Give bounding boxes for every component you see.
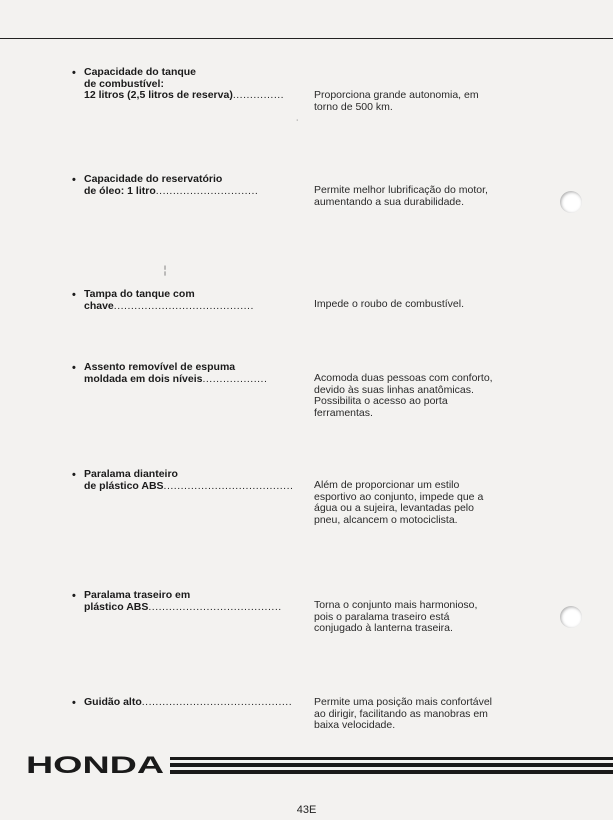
feature-line-text: chave — [84, 299, 114, 312]
spec-benefit: Acomoda duas pessoas com conforto, devido às suas linhas anatômicas. Possibilita o acesso ao porta ferramentas. — [314, 372, 493, 419]
dot-leader: ............... — [232, 89, 285, 102]
feature-line-last — [84, 186, 299, 198]
bullet: • — [72, 469, 76, 481]
dot-leader: ................... — [202, 372, 268, 385]
spec-benefit: Permite melhor lubrificação do motor, aumentando a sua durabilidade. — [314, 184, 488, 208]
bullet: • — [72, 590, 76, 602]
feature-line-last — [84, 90, 299, 102]
feature-line-text: moldada em dois níveis — [84, 372, 203, 385]
spec-feature — [84, 289, 299, 312]
punch-hole — [560, 606, 582, 628]
feature-line-last — [84, 374, 299, 386]
bullet: • — [72, 697, 76, 709]
dot-leader: .............................. — [155, 184, 259, 197]
top-rule — [0, 38, 613, 39]
feature-line-last — [84, 301, 299, 313]
feature-line: Paralama dianteiro — [84, 468, 178, 480]
spec-feature — [84, 469, 299, 492]
page-number: 43E — [296, 804, 317, 816]
spec-benefit: Permite uma posição mais confortável ao dirigir, facilitando as manobras em baixa velocidade. — [314, 696, 492, 732]
spec-benefit: Impede o roubo de combustível. — [314, 298, 465, 310]
bullet: • — [72, 289, 76, 301]
feature-line-last — [84, 697, 299, 709]
print-speck: ╎ — [162, 266, 169, 277]
spec-feature — [84, 697, 299, 709]
bullet: • — [72, 362, 76, 374]
spec-feature — [84, 362, 299, 385]
feature-line-text: de plástico ABS — [84, 479, 164, 492]
dot-leader: ......................................... — [113, 299, 254, 312]
punch-hole — [560, 191, 582, 213]
feature-line: Capacidade do reservatório — [84, 173, 223, 185]
bullet: • — [72, 67, 76, 79]
feature-line: Capacidade do tanque — [84, 66, 197, 78]
spec-benefit: Torna o conjunto mais harmonioso, pois o paralama traseiro está conjugado à lanterna traseira. — [314, 599, 478, 635]
feature-line: de combustível: — [84, 77, 164, 90]
feature-line: Tampa do tanque com — [84, 288, 195, 300]
spec-feature — [84, 67, 299, 102]
honda-logo — [20, 752, 170, 776]
dot-leader: ....................................... — [148, 600, 282, 613]
feature-line: Assento removível de espuma — [84, 361, 236, 373]
spec-benefit: Além de proporcionar um estilo esportivo ao conjunto, impede que a água ou a sujeira, levantadas pelo pneu, alcancem o motociclista. — [314, 479, 484, 526]
spec-feature — [84, 174, 299, 197]
spec-benefit: Proporciona grande autonomia, em torno de 500 km. — [314, 89, 479, 113]
spec-feature — [84, 590, 299, 613]
dot-leader: ............................................ — [141, 696, 293, 708]
feature-line-text: Guidão alto — [84, 696, 142, 708]
feature-line: Paralama traseiro em — [84, 589, 191, 601]
feature-line-text: plástico ABS — [84, 600, 149, 613]
feature-line-text: 12 litros (2,5 litros de reserva) — [84, 89, 233, 102]
feature-line-text: de óleo: 1 litro — [84, 184, 156, 197]
brand-wordmark: HONDA — [26, 752, 164, 776]
feature-line-last — [84, 481, 299, 493]
bullet: • — [72, 174, 76, 186]
print-speck: ˙ — [296, 119, 300, 130]
feature-line-last — [84, 602, 299, 614]
dot-leader: ...................................... — [163, 479, 294, 492]
